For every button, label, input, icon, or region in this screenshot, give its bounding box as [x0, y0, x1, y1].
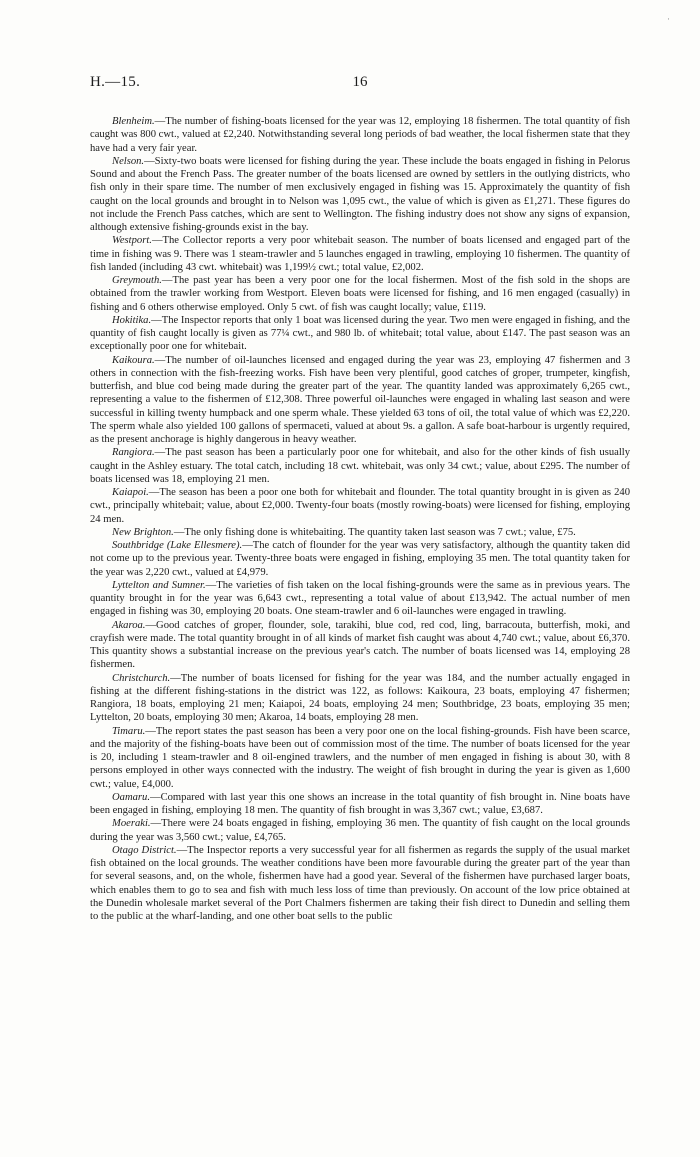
report-paragraph — [90, 844, 630, 924]
district-heading: Timaru. — [112, 725, 146, 737]
district-heading: Kaikoura. — [112, 354, 155, 366]
district-heading: Christchurch. — [112, 672, 171, 684]
report-paragraph — [90, 725, 630, 791]
document-reference: H.—15. — [90, 74, 141, 90]
district-heading: Moeraki. — [112, 818, 151, 830]
paragraph-text: —There were 24 boats engaged in fishing, employing 36 men. The quantity of fish caught on the local grounds during the year was 3,560 cwt.; value, £4,765. — [90, 818, 630, 843]
report-paragraph — [90, 526, 630, 539]
paragraph-text: —Sixty-two boats were licensed for fishing during the year. These include the boats engaged in fishing in Pelorus Sound and about the French Pass. The greater number of the boats licensed are owned by settlers in the outlying districts, who fish only in their spare time. The number of men exclusively engaged in fishing was 15. Approximately the quantity of fish caught on the local grounds and brought in to Nelson was 1,095 cwt., the value of which is given as £1,271. These figures do not include the French Pass catches, which are sent to Wellington. The fishing industry does not show any signs of expansion, although extensive fishing-grounds exist in the bay. — [90, 155, 630, 233]
district-heading: Blenheim. — [112, 116, 155, 127]
district-heading: Southbridge (Lake Ellesmere). — [112, 540, 243, 551]
report-paragraph — [90, 115, 630, 155]
report-paragraph — [90, 672, 630, 725]
report-paragraph — [90, 619, 630, 672]
district-heading: Rangiora. — [112, 447, 155, 459]
paragraph-text: —The number of fishing-boats licensed for the year was 12, employing 18 fishermen. The total quantity of fish caught was 800 cwt., valued at £2,240. Notwithstanding several long periods of bad weather, the local fishermen state that they have had a very fair year. — [90, 116, 630, 154]
report-paragraph — [90, 486, 630, 526]
paragraph-text: —The only fishing done is whitebaiting. The quantity taken last season was 7 cwt.; value, £75. — [173, 526, 576, 538]
report-paragraph — [90, 579, 630, 619]
report-paragraph — [90, 314, 630, 354]
district-heading: New Brighton. — [112, 526, 174, 538]
paragraph-text: —The Inspector reports a very successful year for all fishermen as regards the supply of the usual market fish obtained on the local grounds. The weather conditions have been more favourable during the greater part of the year than for several seasons, and, on the whole, fishermen have had a good year. Several of the fishermen have purchased larger boats, which enables them to go to sea and fish with much less loss of time than previously. On account of the low price obtained at the Dunedin wholesale market several of the Port Chalmers fishermen are taking their fish direct to Dunedin and selling them to the public at the wharf-landing, and one other boat sells to the public — [90, 844, 630, 922]
report-paragraph — [90, 791, 630, 818]
report-body — [90, 115, 630, 923]
paragraph-text: —The catch of flounder for the year was very satisfactory, although the quantity taken did not come up to the previous year. Twenty-three boats were engaged in fishing, employing 35 men. The total quantity taken for the year was 2,220 cwt., valued at £4,979. — [90, 540, 630, 578]
district-heading: Nelson. — [112, 155, 145, 167]
district-heading: Greymouth. — [112, 275, 162, 286]
report-paragraph — [90, 234, 630, 274]
report-paragraph — [90, 817, 630, 844]
district-heading: Lyttelton and Sumner. — [112, 579, 206, 591]
page-number: 16 — [352, 74, 368, 90]
district-heading: Westport. — [112, 235, 152, 247]
report-paragraph — [90, 446, 630, 486]
paragraph-text: —The report states the past season has been a very poor one on the local fishing-grounds. Fish have been scarce, and the majority of the fishing-boats have been out of commission most of the time. The number of boats licensed for the year is 20, including 1 steam-trawler and 8 oil-engined trawlers, and the number of men engaged in fishing is about 30, with 8 persons employed in other ways connected with the industry. The weight of fish brought in during the year is given as 1,600 cwt.; value, £4,000. — [90, 725, 630, 790]
report-paragraph — [90, 274, 630, 314]
paragraph-text: —The number of boats licensed for fishing for the year was 184, and the number actually engaged in fishing at the different fishing-stations in the district was 122, as follows: Kaikoura, 23 boats, employing 47 fishermen; Rangiora, 18 boats, employing 21 men; Kaiapoi, 24 boats, employing 24 men; Southbridge, 23 boats, employing 35 men; Lyttelton, 20 boats, employing 30 men; Akaroa, 14 boats, employing 28 men. — [90, 672, 630, 724]
paragraph-text: —The past year has been a very poor one for the local fishermen. Most of the fish sold in the shops are obtained from the trawler working from Westport. Eleven boats were licensed for fishing, and 16 men engaged (casually) in fishing and 6 others otherwise employed. Only 5 cwt. of fish was caught locally; value, £119. — [90, 275, 630, 313]
paragraph-text: —The Collector reports a very poor whitebait season. The number of boats licensed and engaged part of the time in fishing was 9. There was 1 steam-trawler and 5 launches engaged in trawling, employing 10 fishermen. The quantity of fish landed (including 43 cwt. whitebait) was 1,199½ cwt.; total value, £2,002. — [90, 235, 630, 273]
page-header — [90, 74, 630, 98]
paragraph-text: —The number of oil-launches licensed and engaged during the year was 23, employing 47 fishermen and 3 others in connection with the fish-freezing works. Fish have been very plentiful, good catches of groper, trumpeter, kingfish, butterfish, and blue cod being made during the greater part of the year. The quantity landed was approximately 6,265 cwt., representing a value to the fishermen of £12,308. Three powerful oil-launches were engaged in whaling last season and were successful in killing twenty humpback and one sperm whale. These yielded 63 tons of oil, the total value of which was £2,220. The sperm whale also yielded 100 gallons of spermaceti, valued at about 9s. a gallon. A safe boat-harbour is urgently required, as the present anchorage is highly dangerous in heavy weather. — [90, 354, 630, 445]
district-heading: Kaiapoi. — [112, 487, 149, 498]
paragraph-text: —The past season has been a particularly poor one for whitebait, and also for the other kinds of fish usually caught in the Ashley estuary. The total catch, including 18 cwt. whitebait, was only 34 cwt.; value, about £295. The number of boats licensed was 18, employing 21 men. — [90, 447, 630, 485]
report-paragraph — [90, 155, 630, 235]
paragraph-text: —The season has been a poor one both for whitebait and flounder. The total quantity brought in is given as 240 cwt., principally whitebait; value, about £2,000. Twenty-four boats (mostly rowing-boats) were licensed for fishing, employing 24 men. — [90, 487, 630, 525]
paragraph-text: —Good catches of groper, flounder, sole, tarakihi, blue cod, red cod, ling, barracouta, butterfish, moki, and crayfish were made. The total quantity brought in of all kinds of market fish caught was about 4,740 cwt.; value, about £6,370. This quantity shows a substantial increase on the previous year's catch. The number of boats licensed was 14, employing 28 fishermen. — [90, 619, 630, 671]
margin-mark: · — [667, 14, 670, 24]
paragraph-text: —Compared with last year this one shows an increase in the total quantity of fish brought in. Nine boats have been engaged in fishing, employing 18 men. The quantity of fish brought in was 3,367 cwt.; value, £3,687. — [90, 791, 630, 816]
district-heading: Oamaru. — [112, 791, 150, 803]
district-heading: Akaroa. — [112, 619, 146, 631]
report-paragraph — [90, 354, 630, 447]
district-heading: Hokitika. — [112, 314, 152, 326]
report-paragraph — [90, 539, 630, 579]
paragraph-text: —The varieties of fish taken on the local fishing-grounds were the same as in previous years. The quantity brought in for the year was 6,643 cwt., representing a total value of about £13,942. The actual number of men engaged in fishing was 30, employing 20 boats. One steam-trawler and 6 oil-launches were engaged in trawling. — [90, 579, 631, 618]
paragraph-text: —The Inspector reports that only 1 boat was licensed during the year. Two men were engaged in fishing, and the quantity of fish caught locally is given as 77¼ cwt., and 980 lb. of whitebait; total value, about £147. The past season was an exceptionally poor one for whitebait. — [90, 314, 630, 353]
district-heading: Otago District. — [112, 844, 177, 856]
